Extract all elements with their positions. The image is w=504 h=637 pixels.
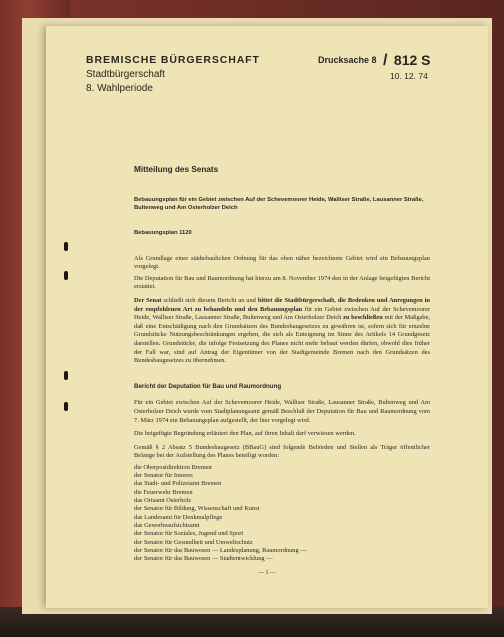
drucksache-reference	[318, 52, 431, 70]
authority-list-item: der Senator für das Bauwesen — Stadtentwicklung —	[134, 555, 273, 563]
paragraph: Die beigefügte Begründung erläutert den Plan, auf ihren Inhalt darf verwiesen werden.	[134, 430, 356, 438]
authority-list-item: das Landesamt für Denkmalpflege	[134, 513, 223, 521]
authority-list-item: das Gewerbeaufsichtsamt	[134, 521, 200, 529]
plan-number: Bebauungsplan 1120	[134, 230, 192, 236]
authority-list-item: der Senator für Soziales, Jugend und Sport	[134, 530, 244, 538]
page-number: — 1 —	[258, 570, 276, 576]
paragraph: Gemäß § 2 Absatz 5 Bundesbaugesetz (BBauG) sind folgende Behörden und Stellen als Träger öffentlicher Belange bei der Aufstellung des Planes beteiligt worden:	[134, 443, 430, 460]
authority-list-item: die Feuerwehr Bremen	[134, 488, 193, 496]
drucksache-separator: /	[383, 52, 388, 69]
organization-name: BREMISCHE BÜRGERSCHAFT	[86, 54, 260, 66]
legislative-period: 8. Wahlperiode	[86, 83, 153, 94]
paragraph: Als Grundlage einer städtebaulichen Ordnung für das oben näher bezeichnete Gebiet wird ein Bebauungsplan vorgelegt.	[134, 254, 430, 271]
punch-hole	[64, 242, 68, 251]
document-subject: Bebauungsplan für ein Gebiet zwischen Auf der Schevemoorer Heide, Walliser Straße, Lausanner Straße, Bultenweg und Am Osterholzer Deich	[134, 196, 424, 211]
drucksache-number: 812 S	[393, 52, 431, 68]
authority-list-item: der Senator für Inneres	[134, 472, 193, 480]
authority-list-item: das Stadt- und Polizeiamt Bremen	[134, 480, 222, 488]
senate-resolution-paragraph: Der Senat schließt sich diesem Bericht an und bittet die Stadtbürgerschaft, die Bedenken und Anregungen in der empfohlenen Art zu behandeln und den Bebauungsplan für ein Gebiet zwischen Auf der Schevemoorer Heide, Walliser Straße, Lausanner Straße, Bultenweg und Am Osterholzer Deich zu beschließen mit der Maßgabe, daß eine Entschädigung nach den Grundsätzen des Bundesbaugesetzes zu gewähren ist, sofern sich für einzelne Grundstücke Nutzungsbeschränkungen ergeben, die sich als Enteignung im Sinne des Artikels 14 Grundgesetz darstellen. Grundstücke, die infolge Festsetzung des Planes nicht mehr bebaut werden dürfen, obwohl dies früher der Fall war, sind auf Antrag der Eigentümer von der Stadtgemeinde Bremen nach den Grundsätzen des Bundesbaugesetzes zu übernehmen.	[134, 296, 431, 365]
authority-list-item: der Senator für Bildung, Wissenschaft und Kunst	[134, 505, 260, 513]
document-date: 10. 12. 74	[390, 71, 428, 81]
document-title: Mitteilung des Senats	[134, 165, 219, 174]
document-page	[46, 26, 488, 608]
authority-list-item: das Ortsamt Osterholz	[134, 497, 192, 505]
body-name: Stadtbürgerschaft	[86, 69, 165, 80]
authority-list-item: der Senator für das Bauwesen — Landesplanung, Raumordnung —	[134, 546, 307, 554]
paragraph: Für ein Gebiet zwischen Auf der Schevemoorer Heide, Walliser Straße, Lausanner Straße, Bultenweg und Am Osterholzer Deich wurde vom Stadtplanungsamt gemäß Beschluß der Deputation für Bau und Raumordnung vom 7. März 1974 ein Bebauungsplan aufgestellt, der hier vorgelegt wird.	[134, 399, 430, 424]
authority-list-item: die Oberpostdirektion Bremen	[134, 463, 212, 471]
deputation-heading: Bericht der Deputation für Bau und Raumordnung	[134, 382, 282, 390]
punch-hole	[64, 271, 68, 280]
punch-hole	[64, 371, 68, 380]
paragraph: Die Deputation für Bau und Raumordnung hat hierzu am 8. November 1974 den in der Anlage beigefügten Bericht erstattet.	[134, 274, 430, 291]
drucksache-label: Drucksache 8	[318, 55, 377, 65]
authority-list-item: der Senator für Gesundheit und Umweltschutz	[134, 538, 253, 546]
document-body	[134, 166, 430, 563]
authorities-list	[134, 464, 430, 564]
punch-hole	[64, 402, 68, 411]
